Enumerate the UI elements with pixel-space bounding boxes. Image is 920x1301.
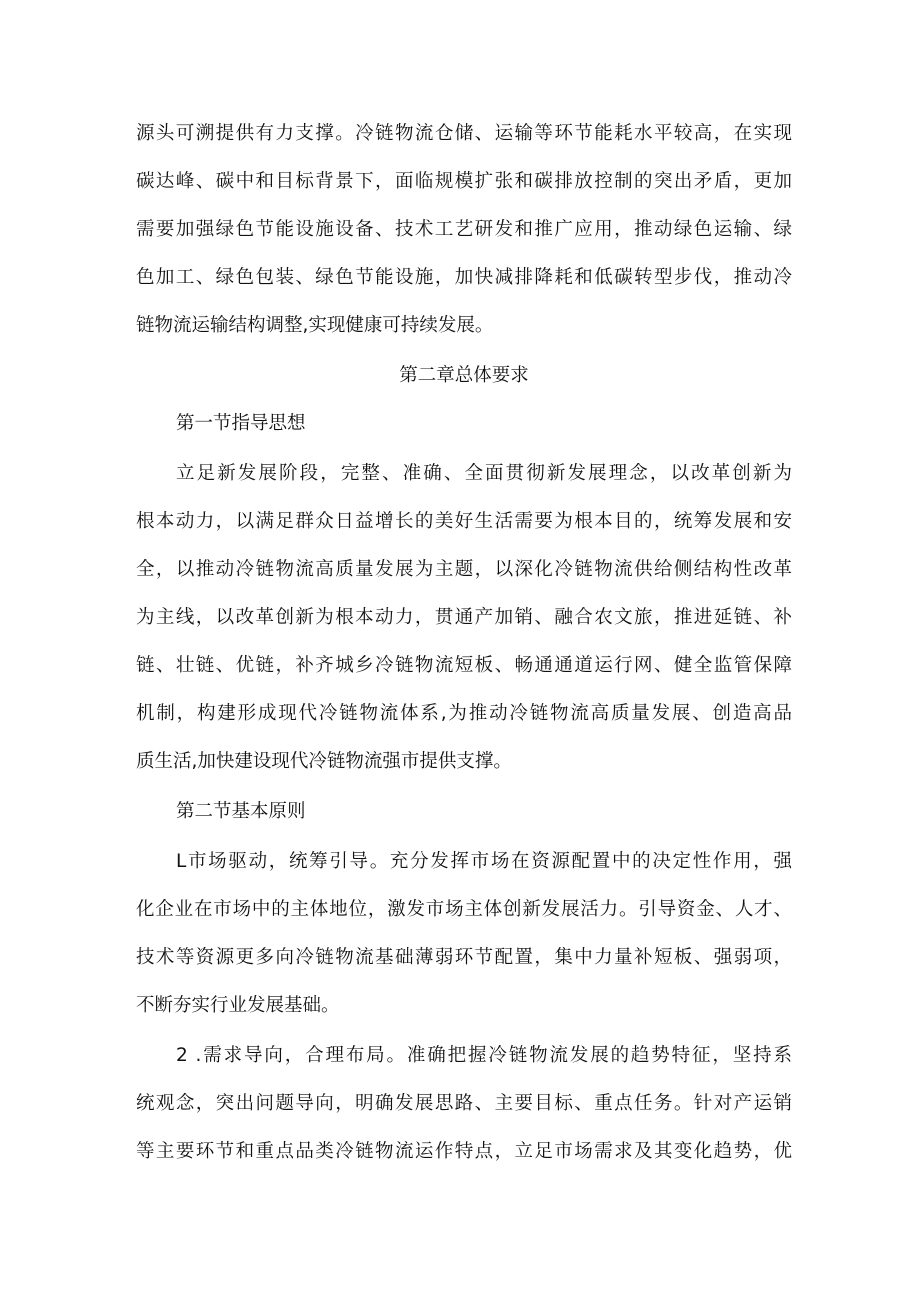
- paragraph-line: 化企业在市场中的主体地位，激发市场主体创新发展活力。引导资金、人才、: [136, 899, 792, 920]
- paragraph-line: 立足新发展阶段，完整、准确、全面贯彻新发展理念，以改革创新为: [176, 463, 792, 484]
- paragraph-line: 全，以推动冷链物流高质量发展为主题，以深化冷链物流供给侧结构性改革: [136, 559, 792, 580]
- paragraph-line: 源头可溯提供有力支撑。冷链物流仓储、运输等环节能耗水平较高，在实现: [136, 123, 792, 144]
- paragraph-line: 质生活,加快建设现代冷链物流强市提供支撑。: [136, 751, 512, 772]
- paragraph-line: 需要加强绿色节能设施设备、技术工艺研发和推广应用，推动绿色运输、绿: [136, 219, 792, 240]
- paragraph-line: 不断夯实行业发展基础。: [136, 995, 340, 1016]
- paragraph-line: 2 .需求导向，合理布局。准确把握冷链物流发展的趋势特征，坚持系: [176, 1045, 792, 1066]
- paragraph-line: 碳达峰、碳中和目标背景下，面临规模扩张和碳排放控制的突出矛盾，更加: [136, 171, 792, 192]
- chapter-title: 第二章总体要求: [399, 365, 529, 386]
- paragraph-line: 根本动力，以满足群众日益增长的美好生活需要为根本目的，统筹发展和安: [136, 511, 792, 532]
- section-heading: 第一节指导思想: [176, 413, 306, 434]
- paragraph-line: 链物流运输结构调整,实现健康可持续发展。: [136, 315, 494, 336]
- paragraph-line: 技术等资源更多向冷链物流基础薄弱环节配置，集中力量补短板、强弱项，: [136, 947, 792, 968]
- paragraph-line: 统观念，突出问题导向，明确发展思路、主要目标、重点任务。针对产运销: [136, 1093, 792, 1114]
- paragraph-line: L市场驱动，统筹引导。充分发挥市场在资源配置中的决定性作用，强: [176, 851, 792, 872]
- paragraph-line: 等主要环节和重点品类冷链物流运作特点，立足市场需求及其变化趋势，优: [136, 1141, 792, 1162]
- paragraph-line: 链、壮链、优链，补齐城乡冷链物流短板、畅通通道运行网、健全监管保障: [136, 655, 792, 676]
- paragraph-line: 色加工、绿色包装、绿色节能设施，加快减排降耗和低碳转型步伐，推动冷: [136, 267, 792, 288]
- paragraph-line: 机制，构建形成现代冷链物流体系,为推动冷链物流高质量发展、创造高品: [136, 703, 792, 724]
- paragraph-line: 为主线，以改革创新为根本动力，贯通产加销、融合农文旅，推进延链、补: [136, 607, 792, 628]
- section-heading: 第二节基本原则: [176, 801, 306, 822]
